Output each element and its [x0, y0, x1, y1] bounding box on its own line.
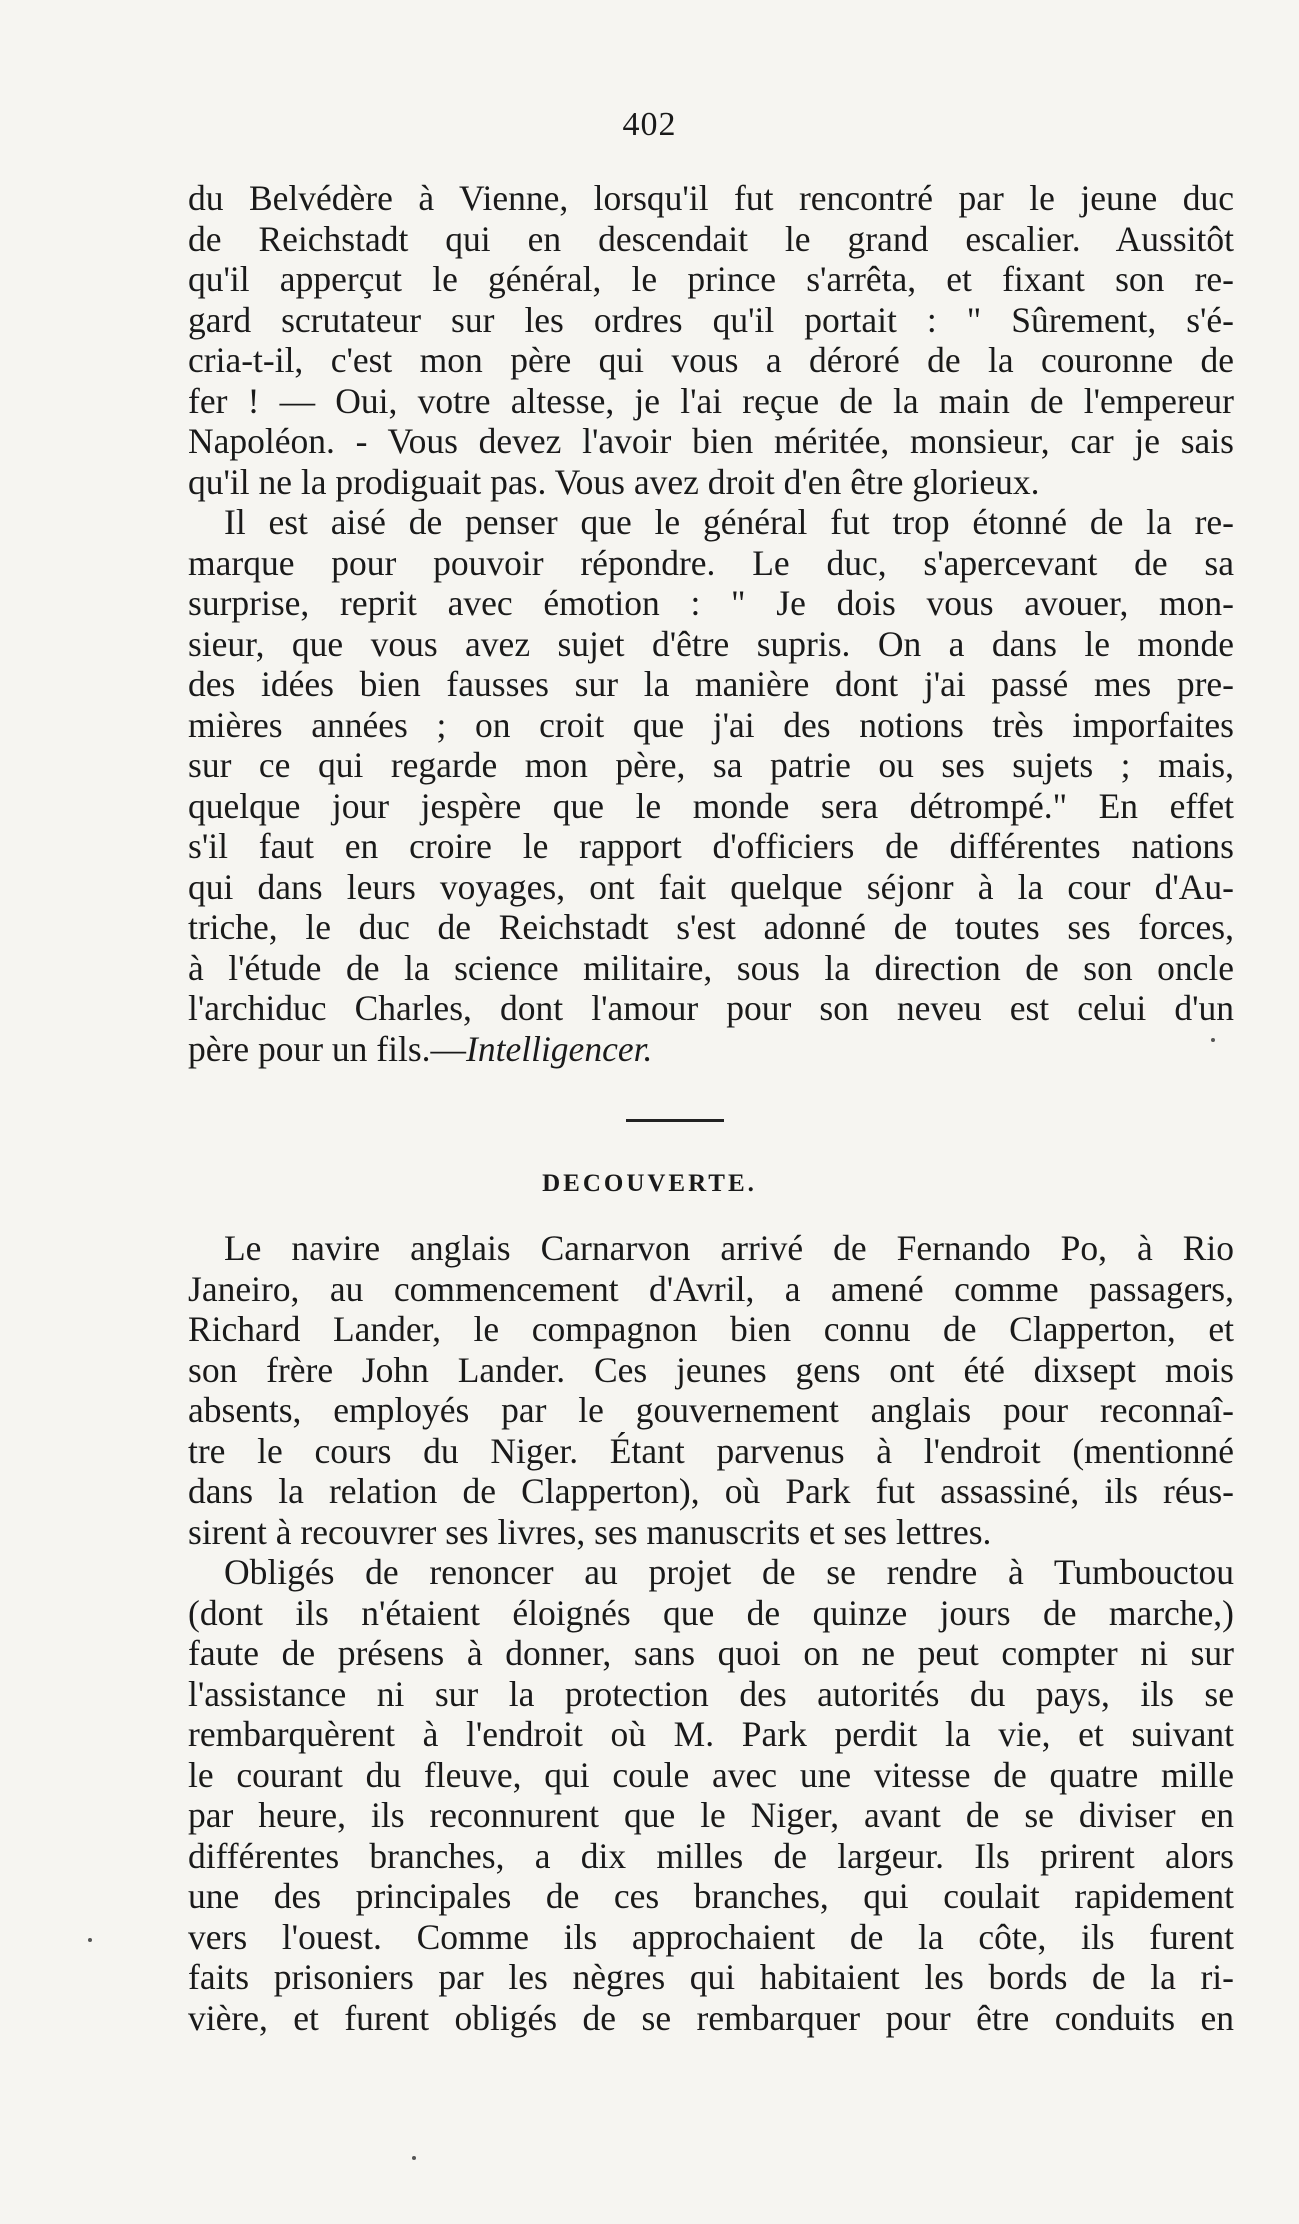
text-line: Napoléon. - Vous devez l'avoir bien méritée, monsieur, car je sais — [188, 421, 1234, 461]
text-line: quelque jour jespère que le monde sera détrompé." En effet — [188, 785, 1234, 826]
text-line: sur ce qui regarde mon père, sa patrie ou ses sujets ; mais, — [188, 745, 1234, 785]
text-line: surprise, reprit avec émotion : " Je dois vous avouer, mon- — [188, 583, 1234, 623]
text-line: dans la relation de Clapperton), où Park fut assassiné, ils réus- — [188, 1471, 1234, 1511]
text-line: de Reichstadt qui en descendait le grand escalier. Aussitôt — [188, 218, 1234, 259]
text-line: des idées bien fausses sur la manière dont j'ai passé mes pre- — [188, 664, 1234, 704]
text-line: Janeiro, au commencement d'Avril, a amené comme passagers, — [188, 1268, 1234, 1309]
text-line: son frère John Lander. Ces jeunes gens ont été dixsept mois — [188, 1349, 1234, 1390]
text-line: vière, et furent obligés de se rembarquer pour être conduits en — [188, 1997, 1234, 2038]
text-line: gard scrutateur sur les ordres qu'il portait : " Sûrement, s'é- — [188, 299, 1234, 340]
section-heading: DECOUVERTE. — [542, 1170, 757, 1197]
text-line: faute de présens à donner, sans quoi on ne peut compter ni sur — [188, 1633, 1234, 1673]
text-line: triche, le duc de Reichstadt s'est adonné de toutes ses forces, — [188, 907, 1234, 947]
text-line: marque pour pouvoir répondre. Le duc, s'apercevant de sa — [188, 542, 1234, 583]
text-line: le courant du fleuve, qui coule avec une vitesse de quatre mille — [188, 1754, 1234, 1795]
text-line: fer ! — Oui, votre altesse, je l'ai reçue de la main de l'empereur — [188, 380, 1234, 421]
text-line: différentes branches, a dix milles de largeur. Ils prirent alors — [188, 1835, 1234, 1876]
text-line: par heure, ils reconnurent que le Niger, avant de se diviser en — [188, 1795, 1234, 1835]
text-line: Il est aisé de penser que le général fut trop étonné de la re- — [224, 502, 1234, 542]
text-line-signature — [188, 1029, 1234, 1070]
text-line: vers l'ouest. Comme ils approchaient de la côte, ils furent — [188, 1916, 1234, 1957]
ink-speck — [88, 1938, 92, 1942]
article-decouverte — [188, 1228, 1234, 2038]
ink-speck — [1211, 1038, 1215, 1042]
text-line: sirent à recouvrer ses livres, ses manuscrits et ses lettres. — [188, 1511, 992, 1552]
text-line: qu'il apperçut le général, le prince s'arrêta, et fixant son re- — [188, 259, 1234, 299]
text-line: absents, employés par le gouvernement anglais pour reconnaî- — [188, 1390, 1234, 1430]
text-line: faits prisoniers par les nègres qui habitaient les bords de la ri- — [188, 1957, 1234, 1997]
text-line: s'il faut en croire le rapport d'officiers de différentes nations — [188, 826, 1234, 866]
ink-speck — [412, 2156, 416, 2160]
text-line: rembarquèrent à l'endroit où M. Park perdit la vie, et suivant — [188, 1714, 1234, 1754]
section-divider — [626, 1119, 724, 1122]
text-line: Obligés de renoncer au projet de se rendre à Tumbouctou — [224, 1552, 1234, 1592]
text-line: (dont ils n'étaient éloignés que de quinze jours de marche,) — [188, 1592, 1234, 1633]
text-line: l'archiduc Charles, dont l'amour pour son neveu est celui d'un — [188, 988, 1234, 1028]
text-line: une des principales de ces branches, qui coulait rapidement — [188, 1876, 1234, 1916]
text-line: Le navire anglais Carnarvon arrivé de Fernando Po, à Rio — [224, 1228, 1234, 1268]
text-line: cria-t-il, c'est mon père qui vous a déroré de la couronne de — [188, 340, 1234, 380]
source-signature: Intelligencer. — [466, 1028, 653, 1069]
text-line: l'assistance ni sur la protection des autorités du pays, ils se — [188, 1673, 1234, 1714]
text-line: mières années ; on croit que j'ai des notions très imporfaites — [188, 704, 1234, 745]
text-line: du Belvédère à Vienne, lorsqu'il fut rencontré par le jeune duc — [188, 178, 1234, 218]
page-number: 402 — [622, 106, 677, 143]
text-line: qui dans leurs voyages, ont fait quelque séjonr à la cour d'Au- — [188, 866, 1234, 907]
text-line: tre le cours du Niger. Étant parvenus à l'endroit (mentionné — [188, 1430, 1234, 1471]
text-line: qu'il ne la prodiguait pas. Vous avez droit d'en être glorieux. — [188, 461, 1040, 502]
text-fragment: père pour un fils.— — [188, 1028, 467, 1069]
text-line: à l'étude de la science militaire, sous la direction de son oncle — [188, 947, 1234, 988]
text-line: sieur, que vous avez sujet d'être supris. On a dans le monde — [188, 623, 1234, 664]
text-line: Richard Lander, le compagnon bien connu de Clapperton, et — [188, 1309, 1234, 1349]
article-reichstadt — [188, 178, 1234, 1069]
